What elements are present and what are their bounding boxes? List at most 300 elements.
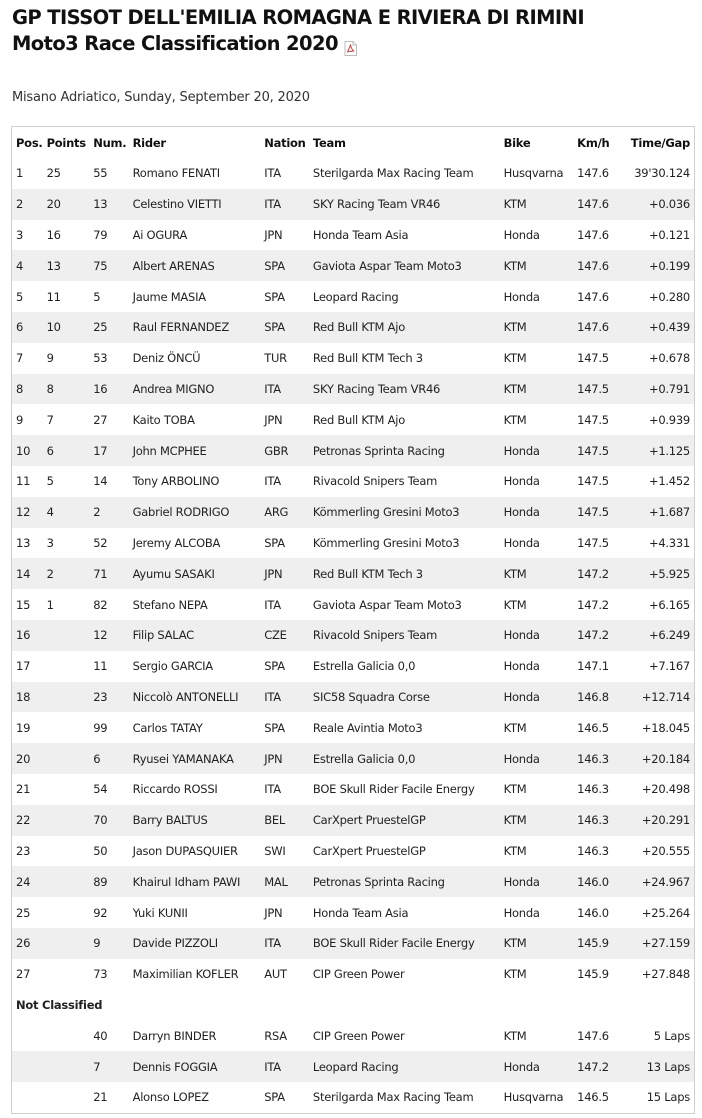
cell-bike: KTM: [500, 928, 574, 959]
cell-bike: KTM: [500, 836, 574, 867]
cell-team: Honda Team Asia: [309, 897, 500, 928]
cell-points: [43, 928, 90, 959]
cell-rider: Yuki KUNII: [129, 897, 261, 928]
cell-bike: Husqvarna: [500, 158, 574, 189]
cell-kmh: 147.5: [573, 404, 618, 435]
table-row: [12, 497, 695, 528]
cell-team: SIC58 Squadra Corse: [309, 682, 500, 713]
cell-nation: ARG: [260, 497, 309, 528]
cell-kmh: 147.2: [573, 620, 618, 651]
cell-bike: KTM: [500, 343, 574, 374]
cell-pos: 1: [12, 158, 43, 189]
cell-nation: CZE: [260, 620, 309, 651]
cell-bike: Honda: [500, 281, 574, 312]
cell-rider: Niccolò ANTONELLI: [129, 682, 261, 713]
title-line-2: Moto3 Race Classification 2020: [12, 32, 338, 55]
cell-bike: KTM: [500, 805, 574, 836]
cell-bike: KTM: [500, 774, 574, 805]
cell-points: [43, 774, 90, 805]
table-row: [12, 928, 695, 959]
cell-points: 20: [43, 189, 90, 220]
col-header-nation: Nation: [264, 135, 306, 150]
cell-time-gap: +6.165: [618, 589, 695, 620]
cell-num: 5: [89, 281, 128, 312]
col-header-points: Points: [46, 135, 86, 150]
cell-num: 70: [89, 805, 128, 836]
cell-pos: 14: [12, 558, 43, 589]
cell-team: Gaviota Aspar Team Moto3: [309, 250, 500, 281]
cell-kmh: 146.0: [573, 866, 618, 897]
cell-rider: Barry BALTUS: [129, 805, 261, 836]
cell-kmh: 146.0: [573, 897, 618, 928]
cell-kmh: 147.1: [573, 651, 618, 682]
cell-rider: Jeremy ALCOBA: [129, 528, 261, 559]
cell-points: 11: [43, 281, 90, 312]
cell-pos: 11: [12, 466, 43, 497]
table-row: [12, 158, 695, 189]
table-row: [12, 558, 695, 589]
cell-bike: Honda: [500, 497, 574, 528]
cell-kmh: 147.6: [573, 220, 618, 251]
cell-num: 12: [89, 620, 128, 651]
not-classified-label: Not Classified: [12, 990, 695, 1021]
cell-time-gap: +18.045: [618, 712, 695, 743]
cell-pos: 15: [12, 589, 43, 620]
cell-nation: JPN: [260, 558, 309, 589]
table-row: [12, 866, 695, 897]
cell-points: 2: [43, 558, 90, 589]
cell-rider: Kaito TOBA: [129, 404, 261, 435]
cell-rider: Jason DUPASQUIER: [129, 836, 261, 867]
table-row: [12, 1051, 695, 1082]
cell-time-gap: +1.687: [618, 497, 695, 528]
cell-nation: SPA: [260, 1082, 309, 1113]
cell-team: Kömmerling Gresini Moto3: [309, 528, 500, 559]
cell-team: Red Bull KTM Tech 3: [309, 343, 500, 374]
cell-rider: Carlos TATAY: [129, 712, 261, 743]
cell-team: Reale Avintia Moto3: [309, 712, 500, 743]
cell-time-gap: +20.498: [618, 774, 695, 805]
cell-points: [43, 651, 90, 682]
cell-rider: Gabriel RODRIGO: [129, 497, 261, 528]
cell-rider: Albert ARENAS: [129, 250, 261, 281]
cell-bike: KTM: [500, 404, 574, 435]
col-header-time-gap: Time/Gap: [630, 135, 690, 150]
cell-team: Kömmerling Gresini Moto3: [309, 497, 500, 528]
cell-team: Estrella Galicia 0,0: [309, 743, 500, 774]
col-header-rider: Rider: [132, 135, 166, 150]
cell-bike: KTM: [500, 374, 574, 405]
cell-pos: [12, 1020, 43, 1051]
table-row: [12, 651, 695, 682]
cell-team: BOE Skull Rider Facile Energy: [309, 928, 500, 959]
cell-kmh: 147.5: [573, 528, 618, 559]
cell-kmh: 147.2: [573, 589, 618, 620]
cell-nation: SPA: [260, 312, 309, 343]
cell-bike: Honda: [500, 1051, 574, 1082]
cell-time-gap: +0.036: [618, 189, 695, 220]
cell-team: Sterilgarda Max Racing Team: [309, 1082, 500, 1113]
cell-pos: 23: [12, 836, 43, 867]
cell-pos: 27: [12, 959, 43, 990]
cell-points: 16: [43, 220, 90, 251]
cell-nation: ITA: [260, 928, 309, 959]
col-header-team: Team: [312, 135, 346, 150]
cell-nation: GBR: [260, 435, 309, 466]
cell-rider: Tony ARBOLINO: [129, 466, 261, 497]
cell-kmh: 147.5: [573, 435, 618, 466]
title-line-1: GP TISSOT DELL'EMILIA ROMAGNA E RIVIERA DI RIMINI: [12, 6, 584, 29]
cell-points: [43, 959, 90, 990]
cell-team: Red Bull KTM Tech 3: [309, 558, 500, 589]
cell-time-gap: 5 Laps: [618, 1020, 695, 1051]
table-row: [12, 466, 695, 497]
cell-rider: Ai OGURA: [129, 220, 261, 251]
cell-num: 25: [89, 312, 128, 343]
table-row: [12, 1082, 695, 1113]
cell-team: SKY Racing Team VR46: [309, 374, 500, 405]
table-row: [12, 897, 695, 928]
cell-pos: 22: [12, 805, 43, 836]
cell-nation: ITA: [260, 682, 309, 713]
cell-rider: Khairul Idham PAWI: [129, 866, 261, 897]
cell-team: Estrella Galicia 0,0: [309, 651, 500, 682]
cell-points: 1: [43, 589, 90, 620]
cell-num: 6: [89, 743, 128, 774]
cell-nation: AUT: [260, 959, 309, 990]
table-row: [12, 805, 695, 836]
cell-points: 13: [43, 250, 90, 281]
cell-bike: Husqvarna: [500, 1082, 574, 1113]
cell-bike: KTM: [500, 250, 574, 281]
not-classified-header-row: [12, 990, 695, 1021]
cell-bike: KTM: [500, 589, 574, 620]
cell-bike: Honda: [500, 866, 574, 897]
cell-rider: Alonso LOPEZ: [129, 1082, 261, 1113]
cell-points: 3: [43, 528, 90, 559]
cell-kmh: 146.3: [573, 774, 618, 805]
cell-kmh: 146.5: [573, 1082, 618, 1113]
cell-num: 17: [89, 435, 128, 466]
cell-time-gap: +24.967: [618, 866, 695, 897]
table-row: [12, 404, 695, 435]
cell-bike: Honda: [500, 466, 574, 497]
cell-kmh: 147.5: [573, 374, 618, 405]
cell-team: CIP Green Power: [309, 959, 500, 990]
table-row: [12, 435, 695, 466]
cell-num: 55: [89, 158, 128, 189]
cell-time-gap: +25.264: [618, 897, 695, 928]
cell-time-gap: +5.925: [618, 558, 695, 589]
cell-pos: 19: [12, 712, 43, 743]
cell-rider: Ryusei YAMANAKA: [129, 743, 261, 774]
cell-num: 92: [89, 897, 128, 928]
cell-team: Honda Team Asia: [309, 220, 500, 251]
cell-kmh: 147.6: [573, 250, 618, 281]
cell-bike: Honda: [500, 682, 574, 713]
cell-kmh: 146.8: [573, 682, 618, 713]
cell-kmh: 147.6: [573, 312, 618, 343]
cell-team: CarXpert PruestelGP: [309, 805, 500, 836]
table-row: [12, 620, 695, 651]
cell-time-gap: +27.848: [618, 959, 695, 990]
cell-bike: KTM: [500, 189, 574, 220]
cell-points: [43, 1082, 90, 1113]
cell-pos: 9: [12, 404, 43, 435]
cell-kmh: 147.5: [573, 497, 618, 528]
cell-kmh: 147.2: [573, 1051, 618, 1082]
cell-rider: John MCPHEE: [129, 435, 261, 466]
cell-points: 4: [43, 497, 90, 528]
cell-num: 75: [89, 250, 128, 281]
cell-team: Petronas Sprinta Racing: [309, 866, 500, 897]
cell-kmh: 145.9: [573, 959, 618, 990]
cell-kmh: 146.3: [573, 836, 618, 867]
cell-points: [43, 1051, 90, 1082]
race-location-date: Misano Adriatico, Sunday, September 20, 2020: [12, 90, 310, 105]
cell-kmh: 147.5: [573, 343, 618, 374]
cell-time-gap: +1.125: [618, 435, 695, 466]
table-row: [12, 281, 695, 312]
cell-points: [43, 805, 90, 836]
cell-bike: KTM: [500, 558, 574, 589]
classification-body: [12, 158, 695, 1113]
cell-time-gap: 39'30.124: [618, 158, 695, 189]
cell-kmh: 147.2: [573, 558, 618, 589]
table-row: [12, 220, 695, 251]
cell-team: SKY Racing Team VR46: [309, 189, 500, 220]
cell-num: 53: [89, 343, 128, 374]
cell-num: 79: [89, 220, 128, 251]
cell-num: 99: [89, 712, 128, 743]
cell-num: 7: [89, 1051, 128, 1082]
cell-rider: Andrea MIGNO: [129, 374, 261, 405]
cell-pos: 25: [12, 897, 43, 928]
cell-time-gap: +0.439: [618, 312, 695, 343]
cell-time-gap: 13 Laps: [618, 1051, 695, 1082]
cell-pos: 12: [12, 497, 43, 528]
cell-num: 54: [89, 774, 128, 805]
cell-pos: 3: [12, 220, 43, 251]
cell-points: 8: [43, 374, 90, 405]
cell-rider: Davide PIZZOLI: [129, 928, 261, 959]
col-header-num: Num.: [93, 135, 127, 150]
cell-bike: KTM: [500, 1020, 574, 1051]
cell-nation: ITA: [260, 1051, 309, 1082]
cell-kmh: 147.6: [573, 1020, 618, 1051]
col-header-bike: Bike: [503, 135, 531, 150]
cell-num: 50: [89, 836, 128, 867]
cell-bike: Honda: [500, 897, 574, 928]
cell-pos: [12, 1051, 43, 1082]
cell-team: Leopard Racing: [309, 1051, 500, 1082]
cell-pos: [12, 1082, 43, 1113]
col-header-kmh: Km/h: [577, 135, 610, 150]
cell-time-gap: +0.791: [618, 374, 695, 405]
cell-rider: Ayumu SASAKI: [129, 558, 261, 589]
cell-time-gap: +20.555: [618, 836, 695, 867]
cell-time-gap: +6.249: [618, 620, 695, 651]
cell-num: 71: [89, 558, 128, 589]
cell-kmh: 146.3: [573, 743, 618, 774]
cell-num: 89: [89, 866, 128, 897]
cell-num: 16: [89, 374, 128, 405]
cell-kmh: 147.6: [573, 158, 618, 189]
cell-team: Rivacold Snipers Team: [309, 620, 500, 651]
cell-time-gap: +20.184: [618, 743, 695, 774]
cell-pos: 20: [12, 743, 43, 774]
cell-nation: JPN: [260, 897, 309, 928]
cell-num: 11: [89, 651, 128, 682]
cell-points: 7: [43, 404, 90, 435]
cell-bike: Honda: [500, 743, 574, 774]
table-row: [12, 682, 695, 713]
pdf-document-icon[interactable]: [344, 37, 357, 52]
cell-team: CarXpert PruestelGP: [309, 836, 500, 867]
cell-num: 14: [89, 466, 128, 497]
cell-time-gap: +1.452: [618, 466, 695, 497]
table-row: [12, 1020, 695, 1051]
cell-kmh: 147.5: [573, 466, 618, 497]
cell-points: 6: [43, 435, 90, 466]
table-row: [12, 189, 695, 220]
cell-nation: ITA: [260, 158, 309, 189]
cell-points: 9: [43, 343, 90, 374]
cell-nation: ITA: [260, 189, 309, 220]
cell-team: BOE Skull Rider Facile Energy: [309, 774, 500, 805]
cell-pos: 26: [12, 928, 43, 959]
cell-team: Gaviota Aspar Team Moto3: [309, 589, 500, 620]
cell-time-gap: +20.291: [618, 805, 695, 836]
cell-nation: SPA: [260, 712, 309, 743]
cell-nation: SPA: [260, 651, 309, 682]
cell-time-gap: +0.939: [618, 404, 695, 435]
cell-kmh: 147.6: [573, 281, 618, 312]
cell-team: Petronas Sprinta Racing: [309, 435, 500, 466]
col-header-pos: Pos.: [16, 135, 43, 150]
table-row: [12, 250, 695, 281]
table-row: [12, 528, 695, 559]
cell-rider: Deniz ÖNCÜ: [129, 343, 261, 374]
cell-nation: JPN: [260, 404, 309, 435]
cell-points: [43, 712, 90, 743]
cell-bike: KTM: [500, 312, 574, 343]
cell-nation: MAL: [260, 866, 309, 897]
cell-num: 21: [89, 1082, 128, 1113]
cell-team: Red Bull KTM Ajo: [309, 404, 500, 435]
cell-nation: ITA: [260, 374, 309, 405]
table-header-row: [12, 127, 695, 159]
cell-nation: ITA: [260, 589, 309, 620]
cell-nation: JPN: [260, 220, 309, 251]
cell-num: 9: [89, 928, 128, 959]
cell-nation: ITA: [260, 774, 309, 805]
cell-time-gap: +12.714: [618, 682, 695, 713]
cell-num: 27: [89, 404, 128, 435]
cell-nation: SPA: [260, 250, 309, 281]
cell-num: 40: [89, 1020, 128, 1051]
cell-team: Leopard Racing: [309, 281, 500, 312]
cell-num: 2: [89, 497, 128, 528]
cell-rider: Stefano NEPA: [129, 589, 261, 620]
cell-points: [43, 743, 90, 774]
table-row: [12, 959, 695, 990]
cell-rider: Darryn BINDER: [129, 1020, 261, 1051]
cell-nation: SPA: [260, 281, 309, 312]
cell-pos: 16: [12, 620, 43, 651]
cell-points: 10: [43, 312, 90, 343]
cell-time-gap: +0.280: [618, 281, 695, 312]
cell-bike: Honda: [500, 220, 574, 251]
cell-kmh: 146.5: [573, 712, 618, 743]
cell-pos: 6: [12, 312, 43, 343]
cell-pos: 24: [12, 866, 43, 897]
cell-time-gap: +4.331: [618, 528, 695, 559]
cell-pos: 8: [12, 374, 43, 405]
cell-time-gap: 15 Laps: [618, 1082, 695, 1113]
cell-points: [43, 682, 90, 713]
cell-time-gap: +0.678: [618, 343, 695, 374]
cell-pos: 7: [12, 343, 43, 374]
cell-pos: 2: [12, 189, 43, 220]
cell-rider: Maximilian KOFLER: [129, 959, 261, 990]
cell-nation: JPN: [260, 743, 309, 774]
cell-num: 73: [89, 959, 128, 990]
cell-points: 25: [43, 158, 90, 189]
table-row: [12, 312, 695, 343]
cell-num: 52: [89, 528, 128, 559]
cell-bike: Honda: [500, 435, 574, 466]
cell-nation: ITA: [260, 466, 309, 497]
classification-table: [11, 126, 695, 1114]
cell-bike: Honda: [500, 528, 574, 559]
cell-pos: 21: [12, 774, 43, 805]
cell-team: Red Bull KTM Ajo: [309, 312, 500, 343]
cell-nation: TUR: [260, 343, 309, 374]
table-row: [12, 712, 695, 743]
table-row: [12, 589, 695, 620]
cell-time-gap: +0.121: [618, 220, 695, 251]
cell-time-gap: +0.199: [618, 250, 695, 281]
cell-rider: Raul FERNANDEZ: [129, 312, 261, 343]
cell-bike: KTM: [500, 712, 574, 743]
cell-points: [43, 866, 90, 897]
cell-rider: Sergio GARCIA: [129, 651, 261, 682]
table-row: [12, 774, 695, 805]
cell-num: 23: [89, 682, 128, 713]
title-line-2-wrap: [12, 31, 357, 57]
cell-bike: Honda: [500, 620, 574, 651]
cell-time-gap: +27.159: [618, 928, 695, 959]
cell-num: 13: [89, 189, 128, 220]
cell-points: [43, 1020, 90, 1051]
cell-pos: 17: [12, 651, 43, 682]
cell-kmh: 145.9: [573, 928, 618, 959]
cell-kmh: 147.6: [573, 189, 618, 220]
cell-points: [43, 836, 90, 867]
cell-nation: BEL: [260, 805, 309, 836]
cell-points: [43, 620, 90, 651]
cell-rider: Celestino VIETTI: [129, 189, 261, 220]
page-title: [12, 5, 584, 57]
cell-points: 5: [43, 466, 90, 497]
cell-pos: 5: [12, 281, 43, 312]
cell-rider: Riccardo ROSSI: [129, 774, 261, 805]
cell-pos: 13: [12, 528, 43, 559]
cell-pos: 18: [12, 682, 43, 713]
cell-rider: Dennis FOGGIA: [129, 1051, 261, 1082]
cell-team: Sterilgarda Max Racing Team: [309, 158, 500, 189]
